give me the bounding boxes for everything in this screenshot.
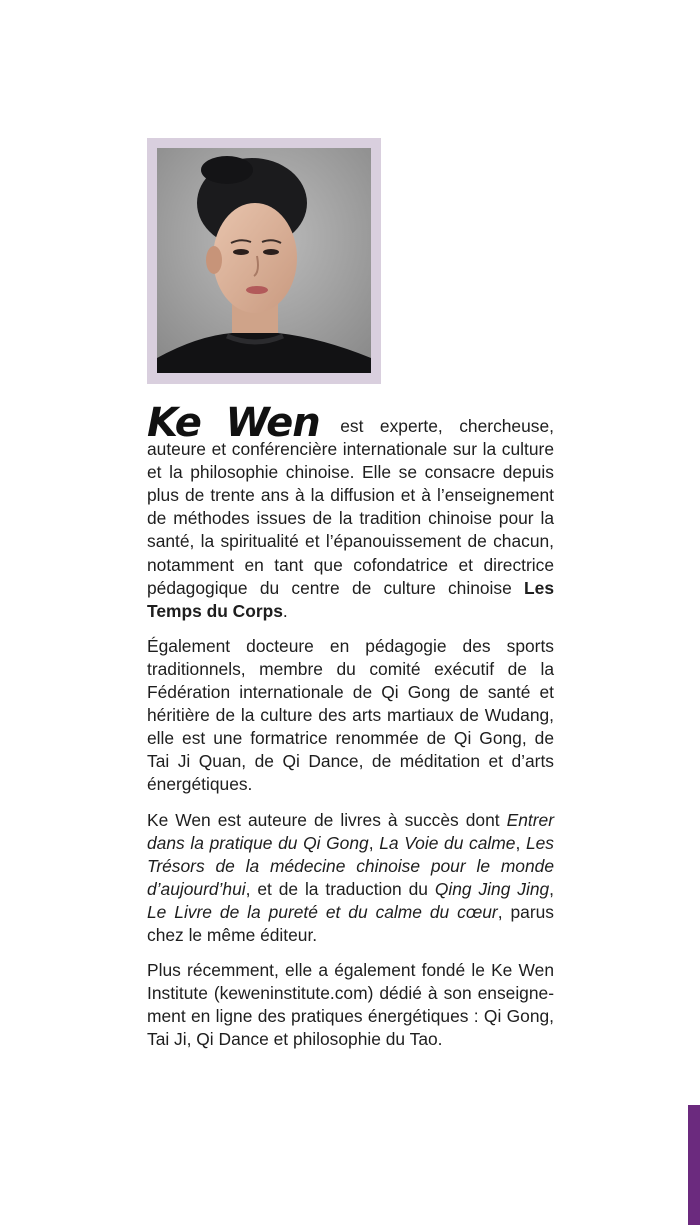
bio-paragraph-1-end: .: [282, 600, 288, 621]
bio-paragraph-1: [147, 400, 555, 623]
book-title-5: Le Livre de la pureté et du calme du cœur: [147, 901, 498, 922]
book-title-4: Qing Jing Jing: [434, 878, 550, 899]
bio-paragraph-1-text: est experte, chercheuse, auteure et conférencière internationale sur la culture et la philosophie chinoise. Elle se consacre depuis plus de trente ans à la diffusion et à l’enseignement de méthodes issues de la tradition chinoise pour la santé, la spiritualité et l’épanouissement de chacun, notamment en tant que cofondatrice et directrice pédagogique du centre de culture chinoise: [147, 416, 554, 598]
book-title-2: La Voie du calme: [379, 832, 516, 853]
p3-text-4: , et de la traduction du: [245, 878, 428, 899]
edge-color-tab: [688, 1105, 700, 1225]
author-photo-frame: [147, 138, 381, 384]
p3-text-3: ,: [515, 832, 521, 853]
p3-text-1: Ke Wen est auteure de livres à succès dont: [147, 809, 500, 830]
p3-text-2: ,: [368, 832, 374, 853]
bio-paragraph-3: [147, 809, 554, 948]
book-title-1: Entrer dans la pratique du Qi Gong: [147, 809, 554, 853]
author-name-signature: Ke Wen: [147, 400, 320, 446]
bio-paragraph-4: Plus récemment, elle a également fondé le Ke Wen Institute (keweninstitute.com) dédié à son enseigne-ment en ligne des pratiques énergétiques : Qi Gong, Tai Ji, Qi Dance et philosophie du Tao.: [147, 960, 554, 1050]
author-portrait-image: [157, 148, 371, 373]
author-biography: [147, 400, 555, 1063]
p3-text-5: ,: [549, 878, 555, 899]
center-name: Les Temps du Corps: [147, 577, 555, 621]
p3-text-6: , parus chez le même éditeur.: [147, 901, 554, 945]
bio-paragraph-2: Également docteure en pédagogie des sports traditionnels, membre du comité exécutif de la Fédération internationale de Qi Gong de santé et héritière de la culture des arts martiaux de Wudang, elle est une formatrice renommée de Qi Gong, de Tai Ji Quan, de Qi Dance, de méditation et d’arts énergétiques.: [147, 635, 554, 795]
book-title-3: Les Trésors de la médecine chinoise pour le monde d’aujourd’hui: [147, 832, 554, 899]
